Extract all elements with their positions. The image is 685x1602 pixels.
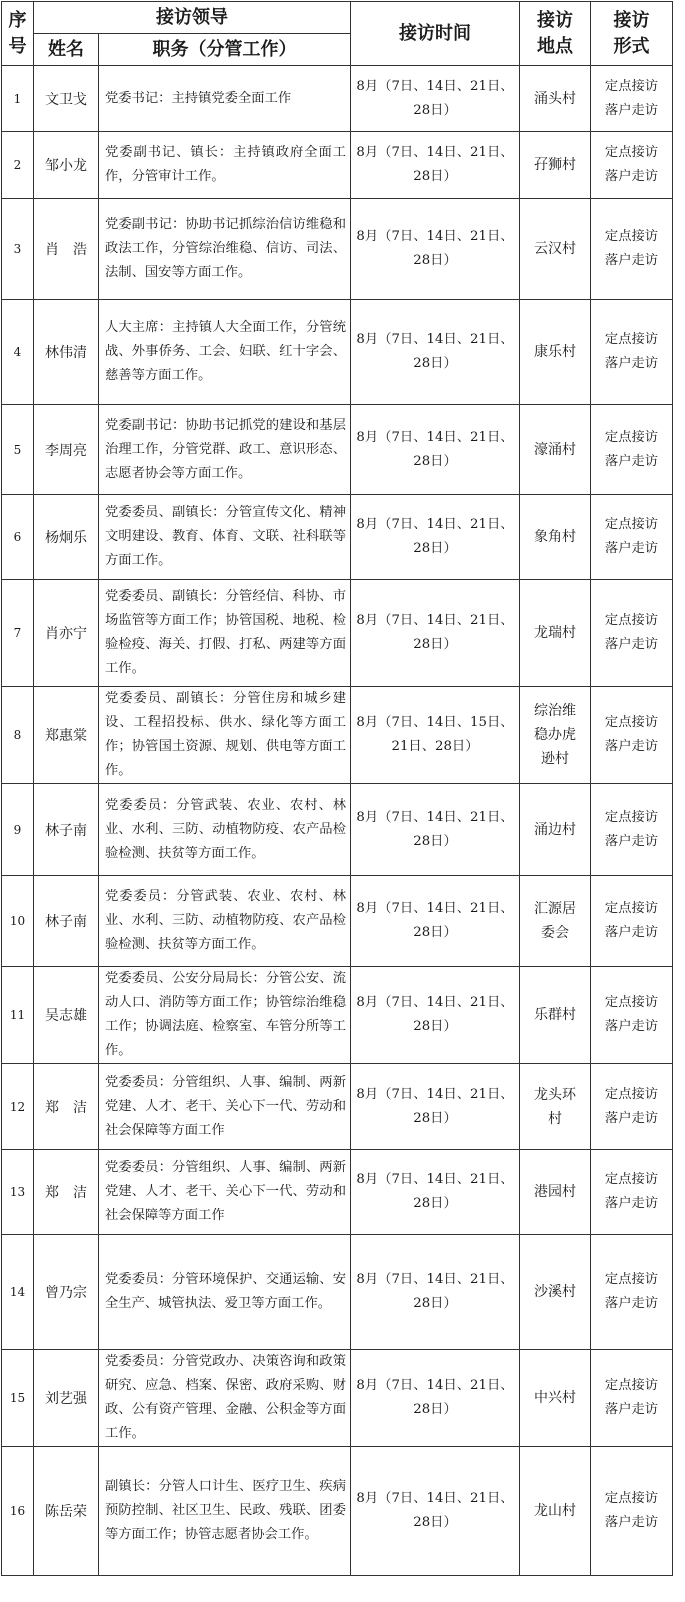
visit-place: 龙瑞村 [520,580,591,687]
table-row [2,495,673,580]
row-index: 4 [2,300,34,405]
row-index: 8 [2,687,34,784]
visit-time: 8月（7日、14日、21日、28日） [351,300,520,405]
visit-place: 云汉村 [520,199,591,300]
row-index: 1 [2,66,34,132]
visit-form: 定点接访落户走访 [591,1350,673,1447]
visit-time: 8月（7日、14日、21日、28日） [351,1350,520,1447]
leader-name: 郑 洁 [34,1150,99,1235]
leader-name: 刘艺强 [34,1350,99,1447]
table-row [2,132,673,199]
row-index: 6 [2,495,34,580]
visit-form: 定点接访落户走访 [591,300,673,405]
visit-place: 乐群村 [520,967,591,1064]
visit-time: 8月（7日、14日、21日、28日） [351,405,520,495]
table-row [2,784,673,876]
visit-form: 定点接访落户走访 [591,1447,673,1576]
visit-form: 定点接访落户走访 [591,132,673,199]
visit-time: 8月（7日、14日、21日、28日） [351,1150,520,1235]
leader-duty: 党委委员：分管武装、农业、农村、林业、水利、三防、动植物防疫、农产品检验检测、扶贫等方面工作。 [99,876,351,967]
visit-place: 龙山村 [520,1447,591,1576]
visit-form: 定点接访落户走访 [591,1150,673,1235]
table-row [2,580,673,687]
header-time: 接访时间 [351,2,520,66]
table-row [2,66,673,132]
table-row [2,967,673,1064]
visit-form: 定点接访落户走访 [591,1064,673,1150]
visit-time: 8月（7日、14日、21日、28日） [351,876,520,967]
row-index: 7 [2,580,34,687]
leader-name: 吴志雄 [34,967,99,1064]
visit-time: 8月（7日、14日、21日、28日） [351,1235,520,1350]
leader-name: 杨炯乐 [34,495,99,580]
table-row [2,1235,673,1350]
visit-time: 8月（7日、14日、21日、28日） [351,1447,520,1576]
header-leader: 接访领导 [34,2,351,34]
visit-place: 汇源居委会 [520,876,591,967]
visit-place: 龙头环村 [520,1064,591,1150]
header-duty: 职务（分管工作） [99,34,351,66]
leader-duty: 副镇长：分管人口计生、医疗卫生、疾病预防控制、社区卫生、民政、残联、团委等方面工作；协管志愿者协会工作。 [99,1447,351,1576]
visit-place: 康乐村 [520,300,591,405]
visit-form: 定点接访落户走访 [591,876,673,967]
row-index: 12 [2,1064,34,1150]
leader-duty: 党委委员、副镇长：分管经信、科协、市场监管等方面工作；协管国税、地税、检验检疫、海关、打假、打私、两建等方面工作。 [99,580,351,687]
table-row [2,1447,673,1576]
visit-place: 综治维稳办虎逊村 [520,687,591,784]
row-index: 16 [2,1447,34,1576]
table-row [2,1150,673,1235]
table-row [2,199,673,300]
leader-duty: 人大主席：主持镇人大全面工作，分管统战、外事侨务、工会、妇联、红十字会、慈善等方面工作。 [99,300,351,405]
header-name: 姓名 [34,34,99,66]
header-place: 接访地点 [520,2,591,66]
row-index: 5 [2,405,34,495]
row-index: 14 [2,1235,34,1350]
leader-duty: 党委副书记：协助书记抓综治信访维稳和政法工作，分管综治维稳、信访、司法、法制、国安等方面工作。 [99,199,351,300]
visit-form: 定点接访落户走访 [591,405,673,495]
visit-time: 8月（7日、14日、21日、28日） [351,66,520,132]
visit-place: 孖狮村 [520,132,591,199]
visit-place: 港园村 [520,1150,591,1235]
row-index: 10 [2,876,34,967]
visit-time: 8月（7日、14日、21日、28日） [351,132,520,199]
visit-form: 定点接访落户走访 [591,687,673,784]
leader-name: 林子南 [34,876,99,967]
visit-form: 定点接访落户走访 [591,66,673,132]
table-row [2,405,673,495]
leader-name: 文卫戈 [34,66,99,132]
leader-duty: 党委委员：分管党政办、决策咨询和政策研究、应急、档案、保密、政府采购、财政、公有资产管理、金融、公积金等方面工作。 [99,1350,351,1447]
header-seq: 序号 [2,2,34,66]
visit-time: 8月（7日、14日、21日、28日） [351,967,520,1064]
leader-duty: 党委委员、副镇长：分管住房和城乡建设、工程招投标、供水、绿化等方面工作；协管国土资源、规划、供电等方面工作。 [99,687,351,784]
leader-name: 邹小龙 [34,132,99,199]
leader-name: 林伟清 [34,300,99,405]
visit-time: 8月（7日、14日、21日、28日） [351,1064,520,1150]
leader-duty: 党委委员：分管环境保护、交通运输、安全生产、城管执法、爱卫等方面工作。 [99,1235,351,1350]
table-row [2,300,673,405]
table-row [2,687,673,784]
visit-form: 定点接访落户走访 [591,784,673,876]
visit-place: 象角村 [520,495,591,580]
visit-time: 8月（7日、14日、21日、28日） [351,199,520,300]
visit-schedule-table [1,1,673,1576]
visit-place: 沙溪村 [520,1235,591,1350]
row-index: 13 [2,1150,34,1235]
visit-form: 定点接访落户走访 [591,495,673,580]
visit-form: 定点接访落户走访 [591,967,673,1064]
leader-duty: 党委副书记、镇长：主持镇政府全面工作，分管审计工作。 [99,132,351,199]
visit-form: 定点接访落户走访 [591,580,673,687]
visit-place: 涌边村 [520,784,591,876]
header-form: 接访形式 [591,2,673,66]
leader-duty: 党委委员：分管组织、人事、编制、两新党建、人才、老干、关心下一代、劳动和社会保障等方面工作 [99,1150,351,1235]
leader-duty: 党委书记：主持镇党委全面工作 [99,66,351,132]
leader-duty: 党委委员、公安分局局长：分管公安、流动人口、消防等方面工作；协管综治维稳工作；协调法庭、检察室、车管分所等工作。 [99,967,351,1064]
leader-name: 曾乃宗 [34,1235,99,1350]
visit-form: 定点接访落户走访 [591,199,673,300]
row-index: 3 [2,199,34,300]
leader-duty: 党委委员、副镇长：分管宣传文化、精神文明建设、教育、体育、文联、社科联等方面工作。 [99,495,351,580]
row-index: 11 [2,967,34,1064]
row-index: 9 [2,784,34,876]
leader-duty: 党委委员：分管组织、人事、编制、两新党建、人才、老干、关心下一代、劳动和社会保障等方面工作 [99,1064,351,1150]
row-index: 15 [2,1350,34,1447]
visit-time: 8月（7日、14日、15日、21日、28日） [351,687,520,784]
leader-name: 李周亮 [34,405,99,495]
visit-place: 中兴村 [520,1350,591,1447]
visit-place: 涌头村 [520,66,591,132]
leader-duty: 党委委员：分管武装、农业、农村、林业、水利、三防、动植物防疫、农产品检验检测、扶贫等方面工作。 [99,784,351,876]
table-row [2,876,673,967]
leader-name: 肖 浩 [34,199,99,300]
table-row [2,1350,673,1447]
leader-duty: 党委副书记：协助书记抓党的建设和基层治理工作，分管党群、政工、意识形态、志愿者协会等方面工作。 [99,405,351,495]
leader-name: 郑惠棠 [34,687,99,784]
visit-form: 定点接访落户走访 [591,1235,673,1350]
leader-name: 肖亦宁 [34,580,99,687]
leader-name: 林子南 [34,784,99,876]
visit-place: 濠涌村 [520,405,591,495]
leader-name: 陈岳荣 [34,1447,99,1576]
visit-time: 8月（7日、14日、21日、28日） [351,495,520,580]
visit-time: 8月（7日、14日、21日、28日） [351,784,520,876]
table-row [2,1064,673,1150]
leader-name: 郑 洁 [34,1064,99,1150]
row-index: 2 [2,132,34,199]
visit-time: 8月（7日、14日、21日、28日） [351,580,520,687]
